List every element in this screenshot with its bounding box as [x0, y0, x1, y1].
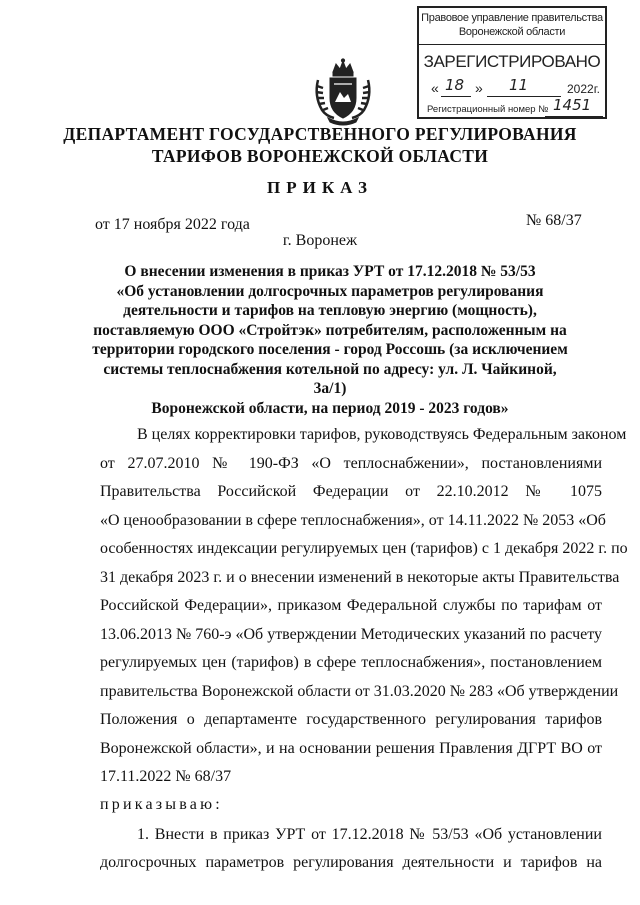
body-line: регулируемых цен (тарифов) в сфере теплоснабжения», постановлением: [100, 654, 602, 671]
body-line: 13.06.2013 № 760-э «Об утверждении Методических указаний по расчету: [100, 626, 602, 643]
body-line: 31 декабря 2023 г. и о внесении изменений в некоторые акты Правительства: [100, 569, 620, 586]
body-line: В целях корректировки тарифов, руководствуясь Федеральным законом: [137, 426, 627, 443]
department-name-line2: ТАРИФОВ ВОРОНЕЖСКОЙ ОБЛАСТИ: [151, 146, 489, 166]
stamp-date-year: 2022г.: [567, 82, 600, 96]
title-line: «Об установлении долгосрочных параметров регулирования: [116, 282, 544, 300]
body-line: Воронежской области», и на основании решения Правления ДГРТ ВО от: [100, 740, 602, 757]
stamp-date-month: 11: [509, 76, 529, 94]
stamp-registered: ЗАРЕГИСТРИРОВАНО: [423, 52, 601, 71]
title-line: О внесении изменения в приказ УРТ от 17.12.2018 № 53/53: [124, 263, 536, 280]
body-line: от 27.07.2010 № 190-ФЗ «О теплоснабжении», постановлениями: [100, 455, 602, 472]
title-line: территории городского поселения - город Россошь (за исключением: [92, 341, 568, 358]
item-line: 1. Внести в приказ УРТ от 17.12.2018 № 53/53 «Об установлении: [137, 826, 602, 843]
department-name-line1: ДЕПАРТАМЕНТ ГОСУДАРСТВЕННОГО РЕГУЛИРОВАНИЯ: [63, 124, 577, 144]
order-date: от 17 ноября 2022 года: [95, 216, 250, 233]
item-line: долгосрочных параметров регулирования деятельности и тарифов на: [100, 854, 602, 871]
stamp-date-month-line: [487, 96, 561, 97]
stamp-number-value: 1451: [553, 96, 592, 114]
stamp-number-label: Регистрационный номер №: [427, 104, 549, 115]
order-title: [90, 262, 570, 418]
title-line: Воронежской области, на период 2019 - 2023 годов»: [151, 399, 509, 417]
body-line: особенностях индексации регулируемых цен (тарифов) с 1 декабря 2022 г. по: [100, 540, 628, 557]
order-word: приказываю:: [100, 796, 223, 813]
stamp-authority-line2: Воронежской области: [458, 26, 566, 38]
stamp-date-quote-close: »: [475, 80, 483, 96]
stamp-date-day-line: [441, 96, 471, 97]
order-number: № 68/37: [526, 212, 582, 229]
body-line: Положения о департаменте государственного регулирования тарифов: [100, 711, 602, 728]
stamp-number-line: [545, 116, 603, 117]
body-line: 17.11.2022 № 68/37: [100, 768, 232, 785]
stamp-number: [427, 96, 605, 118]
body-line: Российской Федерации», приказом Федеральной службы по тарифам от: [100, 597, 602, 614]
title-line: системы теплоснабжения котельной по адресу: ул. Л. Чайкиной, 3а/1): [103, 360, 557, 397]
stamp-date-day: 18: [445, 76, 465, 94]
stamp-date-quote-open: «: [431, 80, 439, 96]
stamp-date: [431, 78, 601, 98]
coat-of-arms-emblem: [312, 58, 374, 126]
title-line: деятельности и тарифов на тепловую энергию (мощность),: [123, 302, 537, 319]
title-line: поставляемую ООО «Стройтэк» потребителям, расположенным на: [93, 321, 567, 339]
body-line: «О ценообразовании в сфере теплоснабжения», от 14.11.2022 № 2053 «Об: [100, 512, 606, 529]
stamp-authority-line1: Правовое управление правительства: [421, 12, 603, 24]
body-line: Правительства Российской Федерации от 22.10.2012 № 1075: [100, 483, 602, 500]
document-type: ПРИКАЗ: [267, 178, 373, 197]
coat-of-arms-icon: [312, 58, 374, 126]
order-city: г. Воронеж: [282, 232, 358, 249]
stamp-divider: [419, 44, 605, 45]
body-line: правительства Воронежской области от 31.03.2020 № 283 «Об утверждении: [100, 683, 619, 700]
registration-stamp: [417, 6, 607, 119]
